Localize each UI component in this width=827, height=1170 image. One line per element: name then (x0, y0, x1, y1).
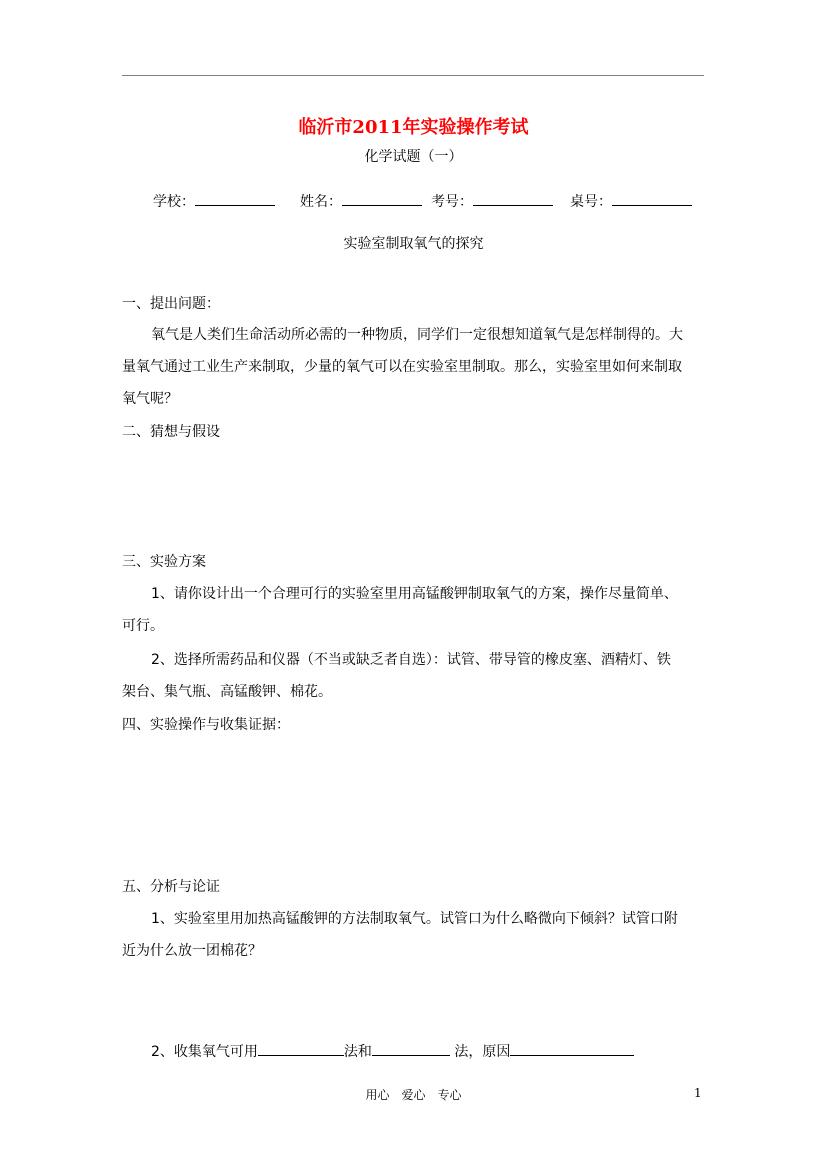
collection-method-blank-2[interactable] (372, 1039, 450, 1056)
desk-no-field (570, 189, 692, 211)
exam-no-blank[interactable] (473, 189, 553, 206)
desk-no-blank[interactable] (612, 189, 692, 206)
question-2-mid-2: 法，原因 (449, 1044, 511, 1060)
school-field (153, 189, 275, 211)
desk-no-label: 桌号： (570, 194, 612, 210)
page-subtitle: 化学试题（一） (364, 149, 463, 165)
section-1-heading: 一、提出问题： (122, 296, 220, 312)
section-5-question-1-line-2: 近为什么放一团棉花？ (122, 943, 262, 959)
section-1-paragraph-line-2: 量氧气通过工业生产来制取，少量的氧气可以在实验室里制取。那么，实验室里如何来制取 (122, 359, 682, 375)
name-field (300, 189, 422, 211)
reason-blank[interactable] (510, 1039, 634, 1056)
section-3-question-2-line-1: 2、选择所需药品和仪器（不当或缺乏者自选）：试管、带导管的橡皮塞、酒精灯、铁 (151, 652, 671, 668)
name-blank[interactable] (342, 189, 422, 206)
page-number: 1 (694, 1086, 702, 1100)
experiment-topic: 实验室制取氧气的探究 (343, 236, 484, 252)
collection-method-blank-1[interactable] (258, 1039, 344, 1056)
section-2-heading: 二、猜想与假设 (122, 424, 220, 440)
school-label: 学校： (153, 194, 195, 210)
header-rule (122, 75, 704, 76)
section-4-heading: 四、实验操作与收集证据： (122, 717, 290, 733)
section-1-paragraph-line-3: 氧气呢？ (122, 391, 178, 407)
exam-no-field (431, 189, 553, 211)
section-5-heading: 五、分析与论证 (122, 879, 220, 895)
section-5-question-1-line-1: 1、实验室里用加热高锰酸钾的方法制取氧气。试管口为什么略微向下倾斜？试管口附 (151, 911, 678, 927)
section-1-paragraph-line-1: 氧气是人类们生命活动所必需的一种物质，同学们一定很想知道氧气是怎样制得的。大 (151, 327, 683, 343)
footer-slogan: 用心 爱心 专心 (365, 1088, 462, 1102)
exam-no-label: 考号： (431, 194, 473, 210)
question-2-mid-1: 法和 (343, 1044, 372, 1060)
section-3-question-1-line-2: 可行。 (122, 618, 164, 634)
section-3-heading: 三、实验方案 (122, 554, 206, 570)
section-5-question-2 (151, 1039, 634, 1061)
name-label: 姓名： (300, 194, 342, 210)
section-3-question-1-line-1: 1、请你设计出一个合理可行的实验室里用高锰酸钾制取氧气的方案，操作尽量简单、 (151, 586, 678, 602)
school-blank[interactable] (195, 189, 275, 206)
section-3-question-2-line-2: 架台、集气瓶、高锰酸钾、棉花。 (122, 684, 332, 700)
page-title: 临沂市2011年实验操作考试 (298, 117, 529, 138)
question-2-prefix: 2、收集氧气可用 (151, 1044, 258, 1060)
